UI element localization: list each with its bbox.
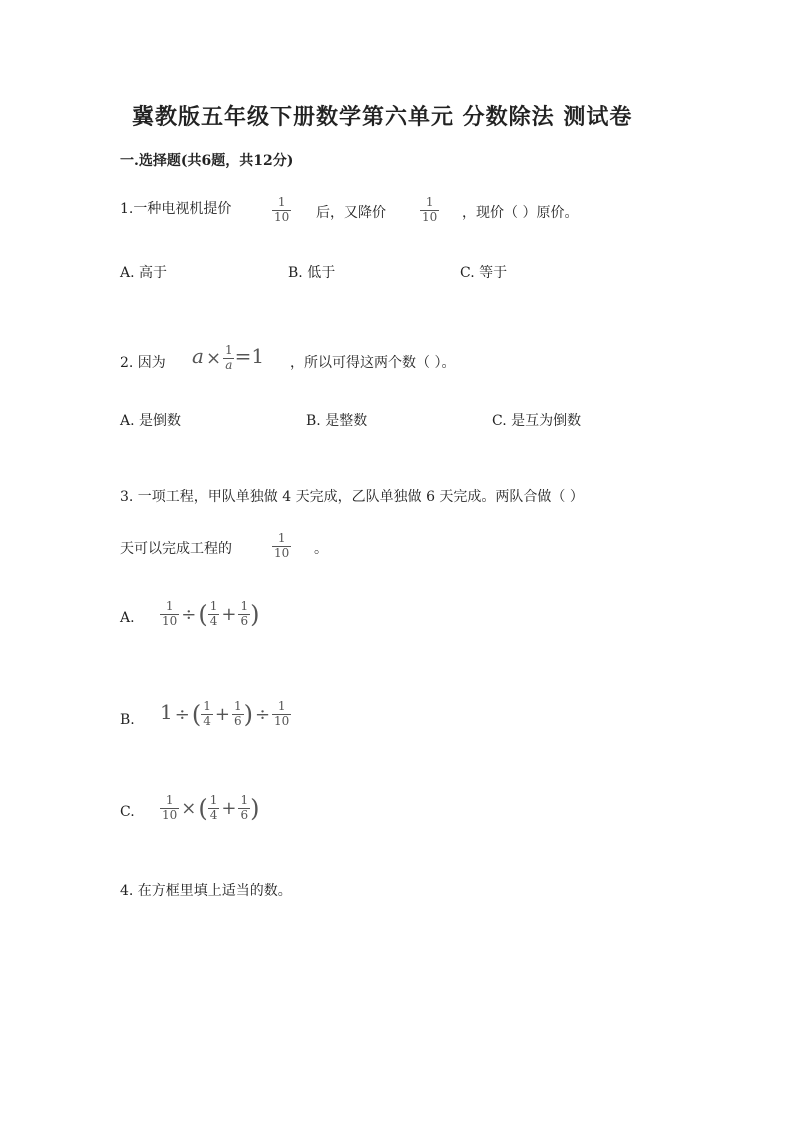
- q1-option-c[interactable]: C. 等于: [460, 265, 508, 281]
- q1-option-b[interactable]: B. 低于: [288, 265, 336, 281]
- q2-text-a: 2. 因为: [120, 355, 166, 371]
- q1-fraction-1: $\frac{1}{10}$: [274, 195, 290, 224]
- q2-option-a[interactable]: A. 是倒数: [120, 413, 182, 429]
- q1-fraction-2: $\frac{1}{10}$: [422, 195, 438, 224]
- question-1: [120, 198, 231, 218]
- q1-text-c: ，现价（ ）原价。: [462, 205, 579, 221]
- page-title: 冀教版五年级下册数学第六单元 分数除法 测试卷: [132, 104, 633, 130]
- q3-option-c-label[interactable]: C.: [120, 804, 135, 820]
- q1-text-b: 后，又降价: [316, 205, 386, 221]
- q3-option-c-expression[interactable]: $\frac{1}{10}$ ×( $\frac{1}{4}$ + $\frac{1}{6}$ ): [162, 793, 260, 823]
- q3-option-a-label[interactable]: A.: [120, 610, 135, 626]
- section-heading: 一.选择题(共6题，共12分): [120, 153, 294, 169]
- question-4: 4. 在方框里填上适当的数。: [120, 883, 292, 899]
- q1-text-a: 1.一种电视机提价: [120, 201, 232, 217]
- q3-line-1: 3. 一项工程，甲队单独做 4 天完成，乙队单独做 6 天完成。两队合做（ ）: [120, 489, 584, 505]
- q2-option-b[interactable]: B. 是整数: [306, 413, 368, 429]
- q1-option-a[interactable]: A. 高于: [120, 265, 168, 281]
- q3-option-a-expression[interactable]: $\frac{1}{10}$ ÷( $\frac{1}{4}$ + $\frac{1}{6}$ ): [162, 599, 260, 629]
- q3-tail: 。: [314, 541, 328, 557]
- q3-option-b-label[interactable]: B.: [120, 712, 135, 728]
- q2-option-c[interactable]: C. 是互为倒数: [492, 413, 582, 429]
- q3-line-2: 天可以完成工程的: [120, 541, 232, 557]
- q3-fraction: $\frac{1}{10}$: [274, 531, 290, 560]
- q2-expression: a × $\frac{1}{a}$ =1: [192, 343, 265, 372]
- q3-option-b-expression[interactable]: 1 ÷( $\frac{1}{4}$ + $\frac{1}{6}$ ) ÷ $\frac{1}{10}$: [160, 699, 290, 729]
- q2-text-b: ，所以可得这两个数（ ）。: [290, 355, 456, 371]
